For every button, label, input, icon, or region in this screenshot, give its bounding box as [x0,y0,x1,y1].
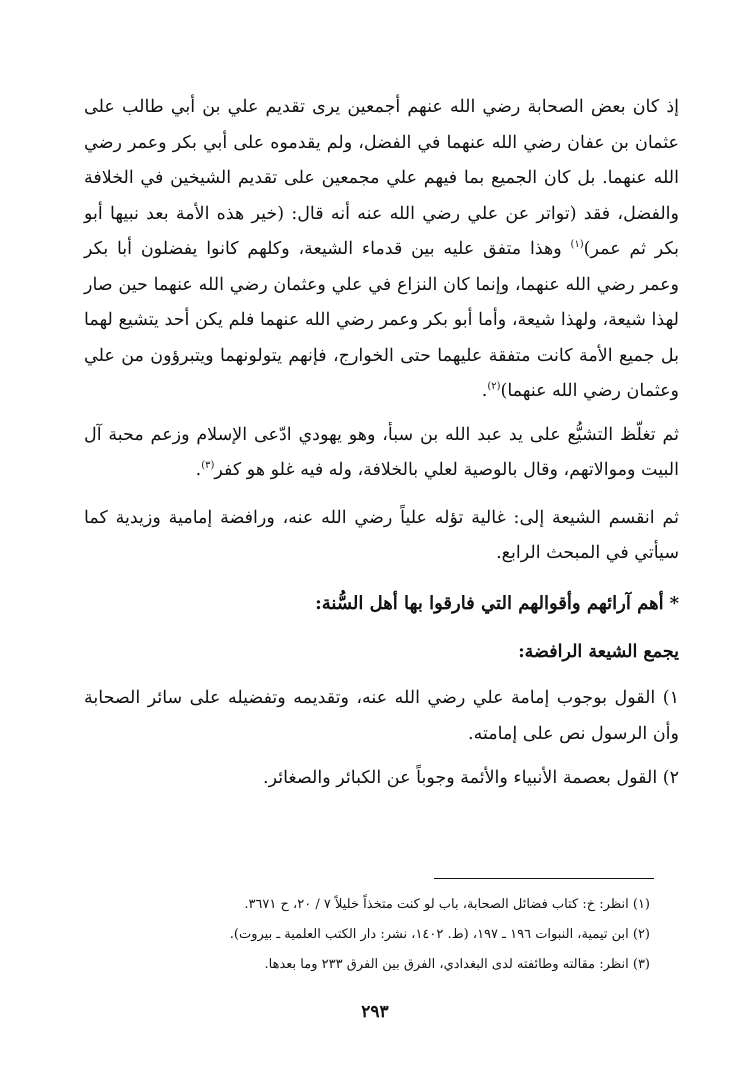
page-number: ٢٩٣ [361,1002,389,1022]
paragraph-1 [84,90,679,410]
footnotes [90,890,650,980]
list-item-2 [84,760,679,796]
list-item-text: القول بعصمة الأنبياء والأئمة وجوباً عن الكبائر والصغائر. [263,767,658,788]
paragraph-1-end: . [481,381,488,401]
footnote-ref-3: (٣) [201,460,215,472]
footnote-2 [90,920,650,950]
footnote-number: (١) [632,897,650,912]
footnote-ref-2: (٢) [487,381,501,393]
footnote-number: (٣) [632,957,650,972]
paragraph-2-text: ثم تغلّظ التشيُّع على يد عبد الله بن سبأ، وهو يهودي ادّعى الإسلام وزعم محبة آل البيت وموالاتهم، وقال بالوصية لعلي بالخلافة، وله فيه غلو هو كفر [84,424,679,480]
footnote-number: (٢) [632,927,650,942]
paragraph-2 [84,418,679,489]
paragraph-1-text: إذ كان بعض الصحابة رضي الله عنهم أجمعين يرى تقديم علي بن أبي طالب على عثمان بن عفان رضي الله عنهما في الفضل، ولم يقدموه على أبي بكر وعمر رضي الله عنهما. بل كان الجميع بما فيهم علي مجمعين على تقديم الشيخين في الخلافة والفضل، فقد (تواتر عن علي رضي الله عنه أنه قال: (خير هذه الأمة بعد نبيها أبو بكر ثم عمر) [84,97,679,259]
section-heading-text: أهم آرائهم وأقوالهم التي فارقوا بها أهل السُّنة: [315,592,664,614]
section-heading [84,584,679,624]
list-item-number: ١) [662,687,679,708]
paragraph-1-continuation: وهذا متفق عليه بين قدماء الشيعة، وكلهم كانوا يفضلون أبا بكر وعمر رضي الله عنهما، وإنما كان النزاع في علي وعثمان رضي الله عنهما حين صار لهذا شيعة، ولهذا شيعة، وأما أبو بكر وعمر رضي الله عنهما فلم يكن أحد يتشيع لهما بل جميع الأمة كانت متفقة عليهما حتى الخوارج، فإنهم يتولونهما ويتبرؤون من علي وعثمان رضي الله عنهما) [84,239,679,401]
footnote-1 [90,890,650,920]
paragraph-2-end: . [195,460,202,480]
footnote-text: انظر: خ: كتاب فضائل الصحابة، باب لو كنت متخذاً خليلاً ٧ / ٢٠، ح ٣٦٧١. [244,897,629,912]
main-text [84,90,679,796]
list-item-1 [84,680,679,752]
footnote-divider [434,878,654,879]
list-item-text: القول بوجوب إمامة علي رضي الله عنه، وتقديمه وتفضيله على سائر الصحابة وأن الرسول نص على إمامته. [84,687,679,744]
footnote-text: انظر: مقالته وطائفته لدى البغدادي، الفرق بين الفرق ٢٣٣ وما بعدها. [264,957,629,972]
list-item-number: ٢) [662,767,679,788]
footnote-text: ابن تيمية، النبوات ١٩٦ ـ ١٩٧، (ط. ١٤٠٢، نشر: دار الكتب العلمية ـ بيروت). [229,927,629,942]
star-bullet-icon: * [669,592,679,614]
paragraph-3: ثم انقسم الشيعة إلى: غالية تؤله علياً رضي الله عنه، ورافضة إمامية وزيدية كما سيأتي في المبحث الرابع. [84,507,679,563]
footnote-ref-1: (١) [570,239,584,251]
subheading: يجمع الشيعة الرافضة: [518,641,679,662]
footnote-3 [90,950,650,980]
